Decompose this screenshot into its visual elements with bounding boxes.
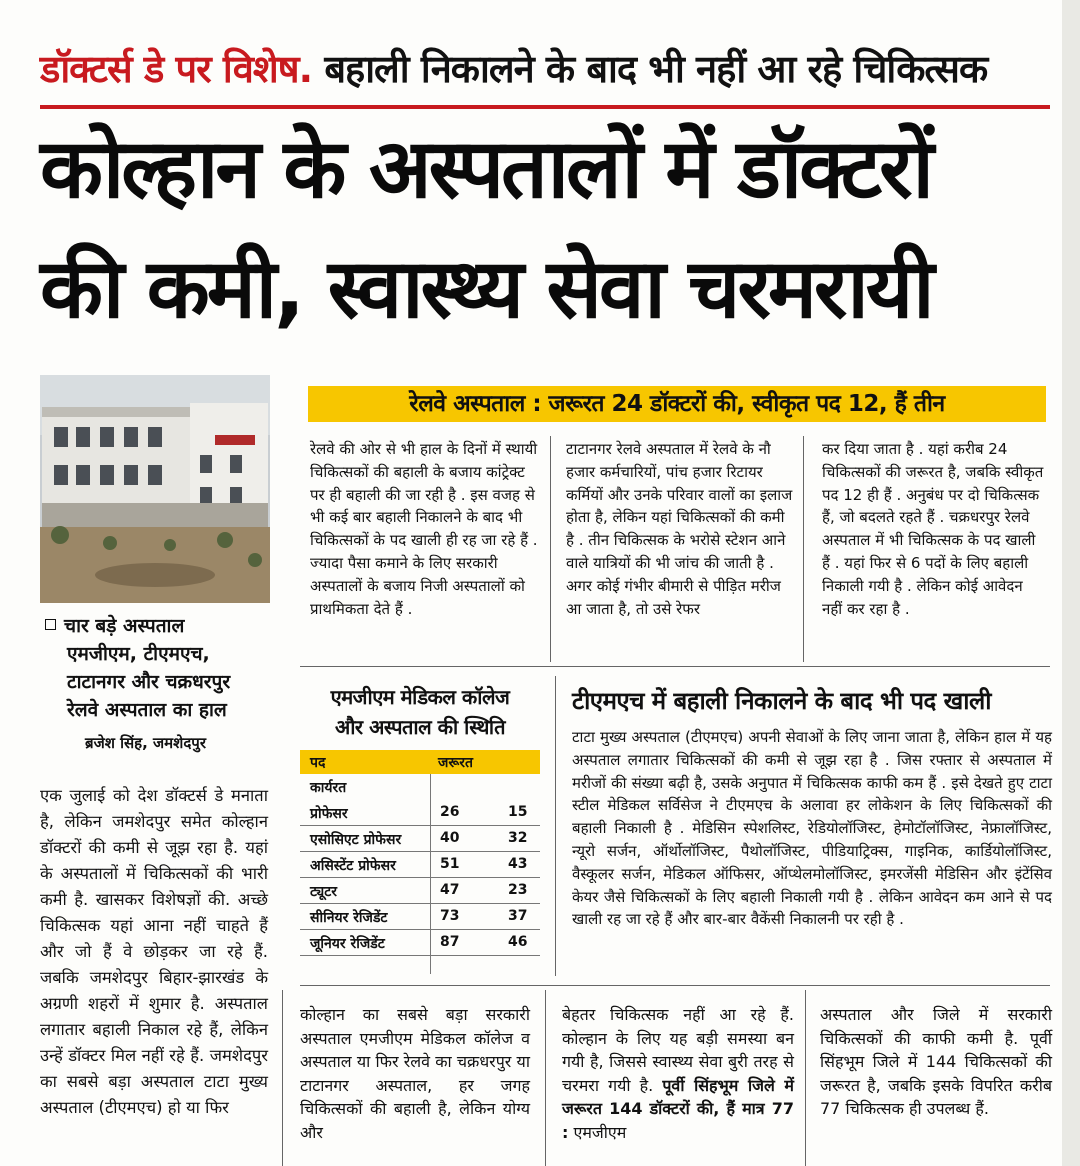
caption-line-1: चार बड़े अस्पताल bbox=[64, 615, 185, 637]
bottom-col-3: अस्पताल और जिले में सरकारी चिकित्सकों की काफी कमी है. पूर्वी सिंहभूम जिले में 144 चिकित्सकों की जरूरत है, जबकि इसके विपरित करीब 77 चिकित्सक ही उपलब्ध हैं. bbox=[820, 1005, 1052, 1118]
caption-line-2: एमजीएम, टीएमएच, bbox=[67, 643, 210, 665]
cell-current: 32 bbox=[508, 830, 528, 846]
railway-col-1: रेलवे की ओर से भी हाल के दिनों में स्थायी चिकित्सकों की बहाली के बजाय कांट्रेक्ट पर ही बहाली की जा रही है . इस वजह से भी कई बार बहाली निकालने के बाद भी चिकित्सकों के पद खाली ही रह जा रहे हैं . ज्यादा पैसा कमाने के लिए सरकारी अस्पतालों के बजाय निजी अस्पतालों को प्राथमिकता देते हैं . bbox=[310, 440, 538, 618]
cell-post: ट्यूटर bbox=[310, 884, 337, 900]
kicker-text: बहाली निकालने के बाद भी नहीं आ रहे चिकित्सक bbox=[324, 47, 988, 91]
header-current: कार्यरत bbox=[310, 780, 347, 796]
mgm-staff-table bbox=[300, 750, 540, 956]
railway-col-2: टाटानगर रेलवे अस्पताल में रेलवे के नौ हजार कर्मचारियों, पांच हजार रिटायर कर्मियों और उनके परिवार वालों का इलाज होता है, लेकिन यहां चिकित्सकों की कमी है . तीन चिकित्सक के भरोसे स्टेशन आने वाले यात्रियों की भी जांच की जाती है . अगर कोई गंभीर बीमारी से पीड़ित मरीज आ जाता है, तो उसे रेफर bbox=[566, 440, 793, 618]
cell-current: 37 bbox=[508, 908, 528, 924]
cell-need: 87 bbox=[440, 934, 460, 950]
cell-current: 43 bbox=[508, 856, 528, 872]
cell-post: असिस्टेंट प्रोफेसर bbox=[310, 858, 396, 874]
bottom-col-2-text: बेहतर चिकित्सक नहीं आ रहे हैं. कोल्हान के लिए यह बड़ी समस्या बन गयी है, जिससे स्वास्थ्य सेवा बुरी तरह से चरमरा गयी है. bbox=[562, 1005, 794, 1095]
cell-post: प्रोफेसर bbox=[310, 806, 348, 822]
bottom-col-2 bbox=[562, 1003, 794, 1144]
intro-paragraph: एक जुलाई को देश डॉक्टर्स डे मनाता है, लेकिन जमशेदपुर समेत कोल्हान डॉक्टरों की कमी से जूझ रहा है. यहां के अस्पतालों में चिकित्सकों की भारी कमी है. खासकर विशेषज्ञों की. अच्छे चिकित्सक यहां आना नहीं चाहते हैं और जो हैं वे छोड़कर जा रहे हैं. जबकि जमशेदपुर बिहार-झारखंड के अग्रणी शहरों में शुमार है. अस्पताल लगातार बहाली निकाल रहे हैं, लेकिन उन्हें डॉक्टर मिल नहीं रहे हैं. जमशेदपुर का सबसे बड़ा अस्पताल टाटा मुख्य अस्पताल (टीएमएच) हो या फिर bbox=[40, 786, 268, 1117]
cell-current: 46 bbox=[508, 934, 528, 950]
photo-caption bbox=[45, 612, 295, 724]
column-divider bbox=[803, 436, 804, 662]
cell-post: एसोसिएट प्रोफेसर bbox=[310, 832, 402, 848]
railway-col-3: कर दिया जाता है . यहां करीब 24 चिकित्सकों की जरूरत है, जबकि स्वीकृत पद 12 ही हैं . अनुबंध पर दो चिकित्सक हैं, जो बदलते रहते हैं . चक्रधरपुर रेलवे अस्पताल में भी चिकित्सक के पद खाली हैं . यहां फिर से 6 पदों के लिए बहाली निकाली गयी है . लेकिन कोई आवेदन नहीं कर रहा है . bbox=[822, 440, 1044, 618]
cell-need: 73 bbox=[440, 908, 460, 924]
cell-need: 47 bbox=[440, 882, 460, 898]
table-row bbox=[300, 878, 540, 904]
tmh-heading: टीएमएच में बहाली निकालने के बाद भी पद खाली bbox=[572, 687, 991, 715]
railway-heading: रेलवे अस्पताल : जरूरत 24 डॉक्टरों की, स्वीकृत पद 12, हैं तीन bbox=[308, 386, 1046, 422]
table-header bbox=[300, 750, 540, 774]
column-divider bbox=[550, 436, 551, 662]
adjacent-page-edge bbox=[1062, 0, 1080, 1166]
headline bbox=[40, 110, 1060, 350]
cell-need: 51 bbox=[440, 856, 460, 872]
cell-need: 40 bbox=[440, 830, 460, 846]
column-divider bbox=[805, 990, 806, 1166]
table-row bbox=[300, 904, 540, 930]
mgm-heading-line-2: और अस्पताल की स्थिति bbox=[334, 715, 506, 739]
column-divider bbox=[282, 990, 283, 1166]
header-post: पद bbox=[310, 755, 326, 771]
cell-need: 26 bbox=[440, 804, 460, 820]
table-row bbox=[300, 774, 540, 800]
cell-current: 15 bbox=[508, 804, 528, 820]
cell-post: जूनियर रेजिडेंट bbox=[310, 936, 385, 952]
kicker-label: डॉक्टर्स डे पर विशेष. bbox=[40, 47, 313, 91]
cell-current: 23 bbox=[508, 882, 528, 898]
column-divider bbox=[555, 676, 556, 976]
bullet-square-icon bbox=[45, 619, 56, 630]
hospital-building-photo bbox=[40, 375, 270, 603]
table-row bbox=[300, 930, 540, 956]
table-row bbox=[300, 826, 540, 852]
byline: ब्रजेश सिंह, जमशेदपुर bbox=[85, 734, 206, 752]
bottom-col-2-subhead: पूर्वी सिंहभूम जिले में जरूरत 144 डॉक्टरों की, हैं मात्र 77 : bbox=[562, 1075, 794, 1142]
kicker bbox=[40, 38, 1050, 100]
section-divider bbox=[300, 666, 1050, 667]
column-divider bbox=[545, 990, 546, 1166]
tmh-paragraph: टाटा मुख्य अस्पताल (टीएमएच) अपनी सेवाओं के लिए जाना जाता है, लेकिन हाल में यह अस्पताल लगातार चिकित्सकों की कमी से जूझ रहा है . जिस रफ्तार से अस्पताल में मरीजों की संख्या बढ़ी है, उसके अनुपात में चिकित्सक काफी कम हैं . इसे देखते हुए टाटा स्टील मेडिकल सर्विसेज ने टीएमएच के अलावा हर लोकेशन के लिए चिकित्सकों की बहाली निकाली है . मेडिसिन स्पेशलिस्ट, रेडियोलॉजिस्ट, हेमोटॉलॉजिस्ट, नेफ्रालॉजिस्ट, न्यूरो सर्जन, ऑर्थोलॉजिस्ट, पैथोलॉजिस्ट, पीडियाट्रिक्स, गाइनिक, कार्डियोलॉजिस्ट, वैस्कूलर सर्जन, मेडिकल ऑफिसर, ऑप्थेलमोलॉजिस्ट, इमरजेंसी मेडिसिन और इंटेंसिव केयर जैसे चिकित्सकों के लिए बहाली निकाली गयी है . लेकिन आवेदन कम आने से पद खाली रह जा रहे हैं और बार-बार वैकेंसी निकालनी पर रही है . bbox=[572, 728, 1052, 929]
bottom-col-2-tail: एमजीएम bbox=[573, 1122, 627, 1142]
header-need: जरूरत bbox=[438, 755, 473, 771]
headline-line-1: कोल्हान के अस्पतालों में डॉक्टरों bbox=[40, 122, 931, 217]
kicker-rule bbox=[40, 105, 1050, 109]
bottom-col-1: कोल्हान का सबसे बड़ा सरकारी अस्पताल एमजीएम मेडिकल कॉलेज व अस्पताल या फिर रेलवे का चक्रधरपुर या टाटानगर अस्पताल, हर जगह चिकित्सकों की बहाली है, लेकिन योग्य और bbox=[300, 1005, 530, 1142]
table-row bbox=[300, 800, 540, 826]
table-row bbox=[300, 852, 540, 878]
cell-post: सीनियर रेजिडेंट bbox=[310, 910, 388, 926]
caption-line-4: रेलवे अस्पताल का हाल bbox=[67, 699, 227, 721]
section-divider bbox=[300, 985, 1050, 986]
headline-line-2: की कमी, स्वास्थ्य सेवा चरमरायी bbox=[40, 242, 932, 337]
mgm-heading bbox=[300, 682, 540, 742]
mgm-heading-line-1: एमजीएम मेडिकल कॉलेज bbox=[330, 685, 510, 709]
caption-line-3: टाटानगर और चक्रधरपुर bbox=[67, 671, 231, 693]
